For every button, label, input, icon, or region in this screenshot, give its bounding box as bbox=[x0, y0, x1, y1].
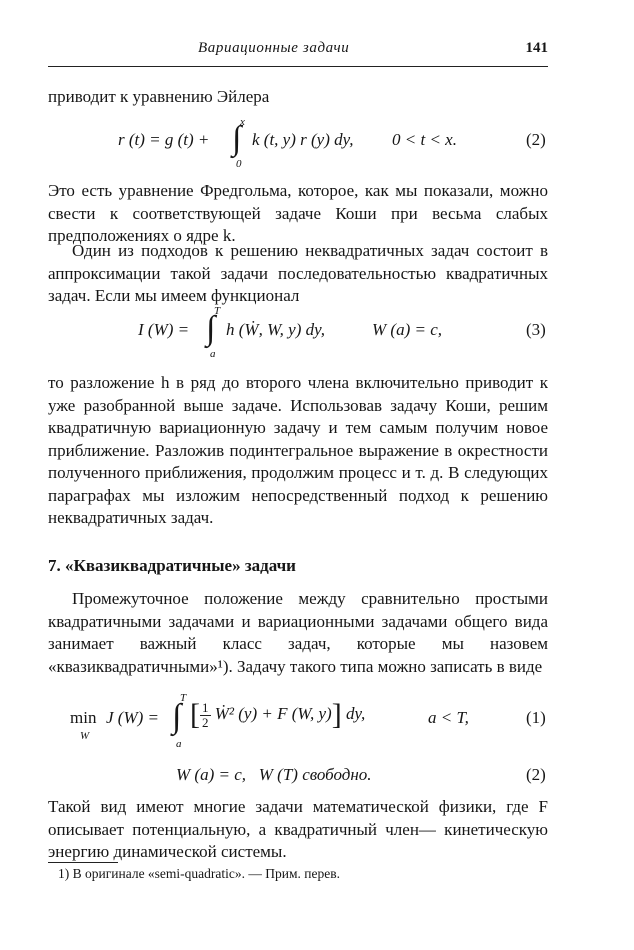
integral-upper-limit: x bbox=[240, 116, 245, 128]
equation-functional-integrand: h (Ẇ, W, y) dy, bbox=[226, 320, 325, 339]
running-title: Вариационные задачи bbox=[198, 40, 350, 56]
equation-functional-condition: W (a) = c, bbox=[372, 320, 443, 339]
equation-functional-lhs: I (W) = bbox=[138, 320, 190, 339]
integral-upper-limit: T bbox=[180, 692, 187, 704]
paragraph-quasi-intro: Промежуточное положение между сравнительно простыми квадратичными задачами и вариационными задачами общего вида занимает важный класс задач, которые мы назовем «квазиквадратичными»¹). Задачу такого типа можно записать в виде bbox=[48, 589, 548, 676]
equation-number: (3) bbox=[526, 320, 546, 339]
equation-boundary-text: W (a) = c, W (T) свободно. bbox=[176, 765, 372, 784]
header-rule bbox=[48, 66, 548, 67]
equation-euler-condition: 0 < t < x. bbox=[392, 130, 457, 149]
paragraph-euler-intro: приводит к уравнению Эйлера bbox=[48, 87, 270, 106]
left-bracket-icon: [ bbox=[190, 698, 200, 731]
paragraph-expansion: то разложение h в ряд до второго члена включительно приводит к уже разобранной выше задаче. Использовав задачу Коши, решим квадратичную вариационную задачу и тем самым получим новое приближение. Разложив подинтегральное выражение в окрестности полученного приближения, продолжим процесс и т. д. В следующих параграфах мы изложим непосредственный подход к решению неквадратичных задач. bbox=[48, 373, 548, 527]
integral-upper-limit: T bbox=[214, 305, 221, 317]
section-heading: 7. «Квазиквадратичные» задачи bbox=[48, 556, 296, 575]
right-bracket-icon: ] bbox=[331, 698, 342, 731]
integral-lower-limit: a bbox=[176, 738, 182, 750]
footnote-rule bbox=[48, 862, 118, 863]
equation-min: min bbox=[70, 708, 97, 727]
equation-quasi-condition: a < T, bbox=[428, 708, 469, 727]
paragraph-approximation: Один из подходов к решению неквадратичных задач состоит в аппроксимации такой задачи последовательностью квадратичных задач. Если мы имеем функционал bbox=[48, 241, 548, 305]
equation-quasi-lhs: J (W) = bbox=[106, 708, 160, 727]
equation-number: (2) bbox=[526, 765, 546, 784]
integral-lower-limit: 0 bbox=[236, 158, 242, 170]
equation-euler-integrand: k (t, y) r (y) dy, bbox=[252, 130, 354, 149]
equation-euler-lhs: r (t) = g (t) + bbox=[118, 130, 210, 149]
equation-number: (1) bbox=[526, 708, 546, 727]
integral-lower-limit: a bbox=[210, 348, 216, 360]
paragraph-physics: Такой вид имеют многие задачи математической физики, где F описывает потенциальную, а квадратичный член— кинетическую энергию динамической системы. bbox=[48, 797, 548, 861]
equation-quasi-differential: dy, bbox=[345, 703, 366, 723]
running-header bbox=[48, 40, 548, 68]
fraction-one-half: $\frac{1}{2}$ bbox=[202, 699, 209, 730]
equation-quasi-integrand: Ẇ² (y) + F (W, y) bbox=[214, 703, 332, 723]
integral-sign-icon: ∫ bbox=[172, 698, 182, 735]
footnote-mark: 1) bbox=[58, 866, 70, 881]
integral-sign-icon: ∫ bbox=[232, 120, 242, 157]
equation-number: (2) bbox=[526, 130, 546, 149]
paragraph-fredholm: Это есть уравнение Фредгольма, которое, как мы показали, можно свести к соответствующей задаче Коши при весьма слабых предположениях о ядре k. bbox=[48, 181, 548, 245]
footnote bbox=[58, 866, 340, 882]
page-number: 141 bbox=[525, 40, 548, 56]
footnote-text: В оригинале «semi-quadratic». — Прим. перев. bbox=[72, 866, 340, 881]
equation-quasi-body bbox=[190, 700, 365, 730]
integral-sign-icon: ∫ bbox=[206, 310, 216, 347]
equation-min-subscript: W bbox=[80, 730, 90, 742]
